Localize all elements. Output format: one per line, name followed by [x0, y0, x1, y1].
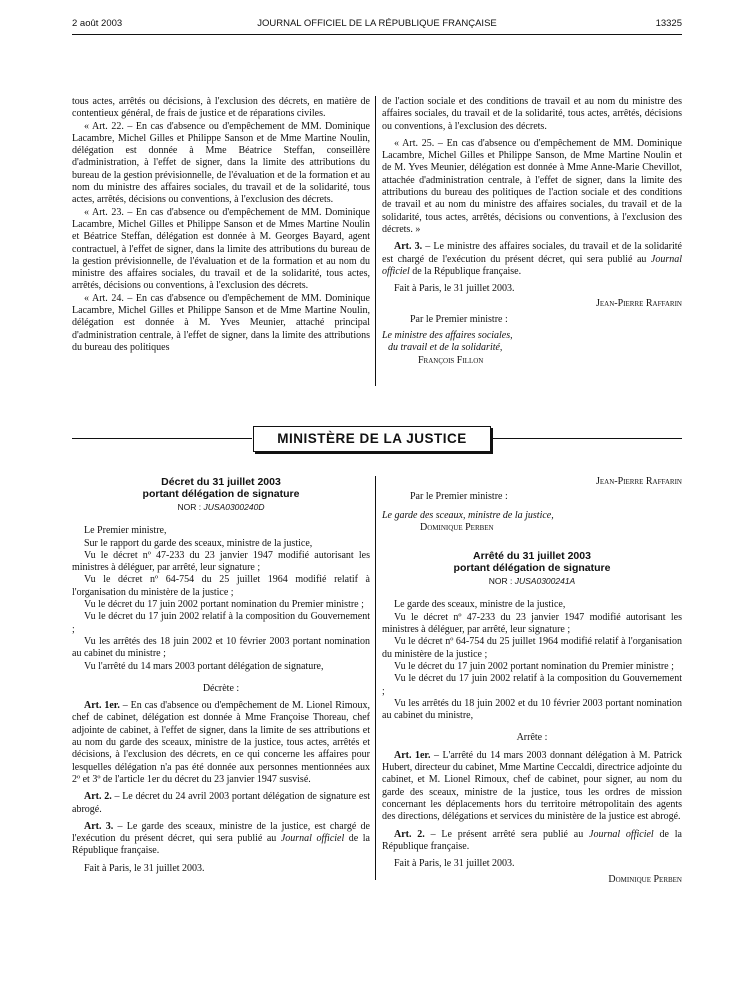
article-label: Art. 3. — [84, 820, 114, 832]
preamble-pm: Le Premier ministre, — [84, 525, 167, 537]
preamble-garde-des-sceaux: Le garde des sceaux, ministre de la justice, — [394, 599, 566, 611]
nor-reference: NOR : JUSA0300240D — [177, 502, 265, 512]
running-header — [72, 18, 682, 32]
article-label: Art. 1er. — [394, 749, 431, 761]
by-prime-minister: Par le Premier ministre : — [410, 491, 508, 503]
visa: Sur le rapport du garde des sceaux, ministre de la justice, — [84, 537, 313, 549]
ministry-heading: MINISTÈRE DE LA JUSTICE — [253, 426, 491, 452]
journal-officiel: Journal officiel — [382, 253, 682, 277]
visa: Vu le décret nº 47-233 du 23 janvier 1947 modifié autorisant les ministres à déléguer, par arrêté, leur signature ; — [382, 611, 682, 636]
visa: Vu le décret du 17 juin 2002 relatif à la composition du Gouvernement ; — [72, 611, 370, 635]
decree-subtitle: portant délégation de signature — [142, 488, 300, 500]
paragraph-art-3: Art. 3. – Le ministre des affaires sociales, du travail et de la solidarité est chargé de l'exécution du présent décret, qui sera publié au Journal officiel de la République française. — [382, 241, 682, 277]
column-divider-bottom — [375, 476, 376, 880]
minister-title-2: du travail et de la solidarité, — [388, 342, 503, 354]
paragraph-art-22: « Art. 22. – En cas d'absence ou d'empêchement de MM. Dominique Lacambre, Michel Gilles et Philippe Sanson et de Mme Martine Noulin, délégation est donnée à Mme Béatrice Steffan, conseillère d'administration, à l'effet de signer, dans la limite des attributions du bureau de la gestion prévisionnelle, de l'évaluation et de la formation et au nom du ministre des affaires sociales, du travail et de la solidarité, tous actes, arrêtés, décisions ou conventions, à l'exclusion des décrets. — [72, 120, 370, 206]
visa: Vu les arrêtés du 18 juin 2002 et du 10 février 2003 portant nomination au cabinet du ministre, — [382, 697, 682, 722]
article-3: Art. 3. – Le garde des sceaux, ministre de la justice, est chargé de l'exécution du présent décret, qui sera publié au Journal officiel de la République française. — [72, 820, 370, 857]
article-2: Art. 2. – Le présent arrêté sera publié au Journal officiel de la République française. — [382, 828, 682, 852]
signature-pm: Jean-Pierre Raffarin — [596, 298, 682, 310]
arrete-subtitle: portant délégation de signature — [453, 562, 611, 575]
visa: Vu le décret du 17 juin 2002 portant nomination du Premier ministre ; — [394, 660, 674, 672]
signing-date: Fait à Paris, le 31 juillet 2003. — [394, 283, 515, 295]
header-journal-title: JOURNAL OFFICIEL DE LA RÉPUBLIQUE FRANÇAISE — [257, 18, 497, 29]
minister-name: Dominique Perben — [420, 521, 494, 533]
visa: Vu le décret nº 64-754 du 25 juillet 1964 modifié relatif à l'organisation du ministère de la justice ; — [382, 636, 682, 660]
article-1: Art. 1er. – L'arrêté du 14 mars 2003 donnant délégation à M. Patrick Hubert, directeur du cabinet, Mme Martine Ceccaldi, directrice adjointe du cabinet, et M. Lionel Rimoux, chef de cabinet, pour signer, au nom du garde des sceaux, ministre de la justice, tous les ordres de mission concernant les déplacements hors du territoire métropolitain des agents des directions, délégations et services du ministère de la justice est abrogé. — [382, 749, 683, 823]
minister-name: François Fillon — [418, 354, 484, 366]
article-1: Art. 1er. – En cas d'absence ou d'empêchement de M. Lionel Rimoux, chef de cabinet, délégation est donnée à Mme Françoise Thoreau, chef adjointe de cabinet, à l'effet de signer, dans la limite de ses attributions et au nom du garde des sceaux, ministre de la justice, tous actes, arrêtés et décisions, à l'exclusion des décrets, en ce qui concerne les affaires pour lesquelles délégation n'a pas été donnée aux personnes mentionnées aux 2º et 3º de l'article 1er du décret du 23 janvier 1947 susvisé. — [72, 700, 370, 785]
journal-officiel: Journal officiel — [280, 833, 345, 845]
visa: Vu le décret nº 64-754 du 25 juillet 1964 modifié relatif à l'organisation du ministère de la justice ; — [72, 574, 370, 598]
visa: Vu l'arrêté du 14 mars 2003 portant délégation de signature, — [84, 660, 324, 672]
minister-title: Le garde des sceaux, ministre de la justice, — [382, 509, 554, 521]
column-divider-top — [375, 96, 376, 386]
signature-pm: Jean-Pierre Raffarin — [596, 476, 682, 487]
article-label: Art. 2. — [84, 791, 112, 803]
header-date: 2 août 2003 — [72, 18, 123, 29]
arrete: Arrête : — [516, 732, 548, 744]
journal-officiel: Journal officiel — [589, 828, 654, 840]
visa: Vu le décret nº 47-233 du 23 janvier 1947 modifié autorisant les ministres à déléguer, par arrêté, leur signature ; — [72, 549, 370, 574]
visa: Vu les arrêtés des 18 juin 2002 et 10 février 2003 portant nomination au cabinet du ministre ; — [72, 635, 370, 660]
ministry-rule-right — [492, 438, 682, 439]
visa: Vu le décret du 17 juin 2002 relatif à la composition du Gouvernement ; — [382, 673, 682, 697]
article-2: Art. 2. – Le décret du 24 avril 2003 portant délégation de signature est abrogé. — [72, 791, 370, 815]
paragraph-art-25: « Art. 25. – En cas d'absence ou d'empêchement de MM. Dominique Lacambre, Michel Gilles et Philippe Sanson, de Mme Martine Noulin et de M. Yves Meunier, délégation est donnée à Mme Anne-Marie Chevillot, attachée d'administration centrale, à l'effet de signer, dans la limite des attributions du bureau des politiques de l'action sociale et des conditions de travail et au nom du ministre des affaires sociales, du travail et de la solidarité, tous actes, arrêtés, décisions ou conventions, à l'exclusion des décrets. » — [382, 137, 682, 235]
decrete: Décrète : — [202, 682, 240, 694]
ministry-rule-left — [72, 438, 252, 439]
bottom-left-column — [72, 476, 370, 875]
signature-garde-des-sceaux: Dominique Perben — [608, 874, 682, 886]
signing-date: Fait à Paris, le 31 juillet 2003. — [394, 858, 515, 870]
by-prime-minister: Par le Premier ministre : — [410, 313, 508, 325]
decree-title: Décret du 31 juillet 2003 — [161, 476, 281, 488]
paragraph-art-23: « Art. 23. – En cas d'absence ou d'empêchement de MM. Dominique Lacambre, Michel Gilles et Philippe Sanson et de Mmes Martine Noulin et Béatrice Steffan, délégation est donnée à M. Georges Bayard, agent contractuel, à l'effet de signer, dans la limite des attributions du bureau de la gestion prévisionnelle, de l'évaluation et de la formation et au nom du ministre des affaires sociales, du travail et de la solidarité, tous actes, arrêtés, décisions ou conventions, à l'exclusion des décrets. — [72, 206, 370, 292]
header-rule — [72, 34, 682, 35]
visa: Vu le décret du 17 juin 2002 portant nomination du Premier ministre ; — [84, 599, 364, 611]
arrete-title: Arrêté du 31 juillet 2003 — [473, 550, 591, 563]
bottom-right-column — [382, 476, 682, 887]
top-left-column — [72, 96, 370, 354]
paragraph-art-24: « Art. 24. – En cas d'absence ou d'empêchement de MM. Dominique Lacambre, Michel Gilles et Philippe Sanson et de Mme Martine Noulin, délégation est donnée à M. Yves Meunier, attaché principal d'administration centrale, à l'effet de signer, dans la limite des attributions du bureau des politiques — [72, 292, 370, 353]
minister-title-1: Le ministre des affaires sociales, — [382, 330, 513, 342]
article-label: Art. 1er. — [84, 700, 120, 712]
header-page-number: 13325 — [655, 18, 682, 29]
top-right-column — [382, 96, 682, 367]
article-label: Art. 3. — [394, 241, 423, 253]
paragraph: tous actes, arrêtés ou décisions, à l'exclusion des décrets, en matière de contentieux général, de frais de justice et de réparations civiles. — [72, 96, 370, 120]
nor-reference: NOR : JUSA0300241A — [488, 576, 576, 587]
article-label: Art. 2. — [394, 828, 425, 840]
paragraph: de l'action sociale et des conditions de travail et au nom du ministre des affaires sociales, du travail et de la solidarité, tous actes, arrêtés, décisions ou conventions, à l'exclusion des décrets. — [382, 96, 682, 132]
signing-date: Fait à Paris, le 31 juillet 2003. — [84, 862, 205, 874]
